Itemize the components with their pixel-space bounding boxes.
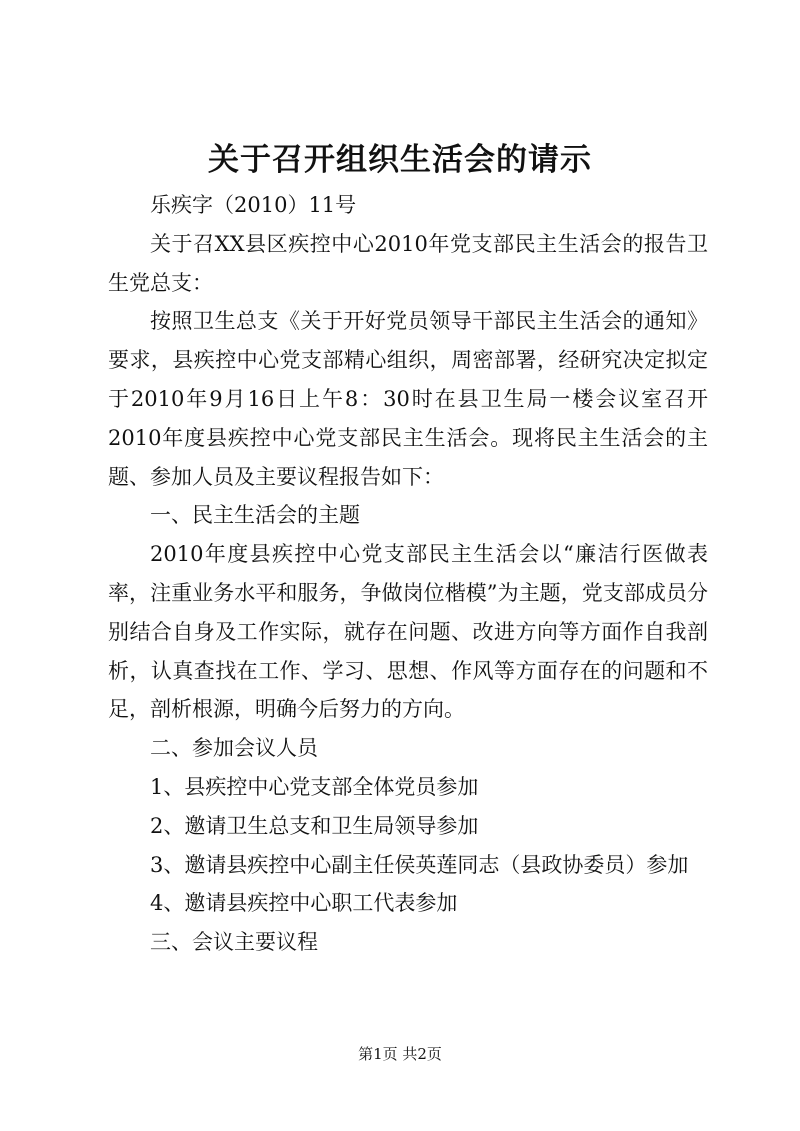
- theme-paragraph: 2010年度县疾控中心党支部民主生活会以“廉洁行医做表率，注重业务水平和服务，争做岗位楷模”为主题，党支部成员分别结合自身及工作实际，就存在问题、改进方向等方面作自我剖析，认真查找在工作、学习、思想、作风等方面存在的问题和不足，剖析根源，明确今后努力的方向。: [108, 542, 708, 722]
- attendee-item: 1、县疾控中心党支部全体党员参加: [150, 774, 479, 799]
- section-heading-agenda: 三、会议主要议程: [150, 930, 318, 955]
- document-title: 关于召开组织生活会的请示: [208, 142, 592, 178]
- attendee-item: 4、邀请县疾控中心职工代表参加: [150, 891, 458, 916]
- page-footer: 第1页 共2页: [358, 1045, 442, 1063]
- intro-paragraph: 按照卫生总支《关于开好党员领导干部民主生活会的通知》要求，县疾控中心党支部精心组织，周密部署，经研究决定拟定于2010年9月16日上午8：30时在县卫生局一楼会议室召开2010年度县疾控中心党支部民主生活会。现将民主生活会的主题、参加人员及主要议程报告如下：: [108, 309, 708, 489]
- section-heading-theme: 一、民主生活会的主题: [150, 503, 360, 528]
- attendee-item: 2、邀请卫生总支和卫生局领导参加: [150, 813, 479, 838]
- report-recipient: 关于召XX县区疾控中心2010年党支部民主生活会的报告卫生党总支：: [108, 231, 708, 295]
- document-body: [108, 186, 708, 962]
- attendee-item: 3、邀请县疾控中心副主任侯英莲同志（县政协委员）参加: [150, 852, 689, 877]
- section-heading-attendees: 二、参加会议人员: [150, 736, 318, 761]
- document-number: 乐疾字（2010）11号: [150, 193, 357, 217]
